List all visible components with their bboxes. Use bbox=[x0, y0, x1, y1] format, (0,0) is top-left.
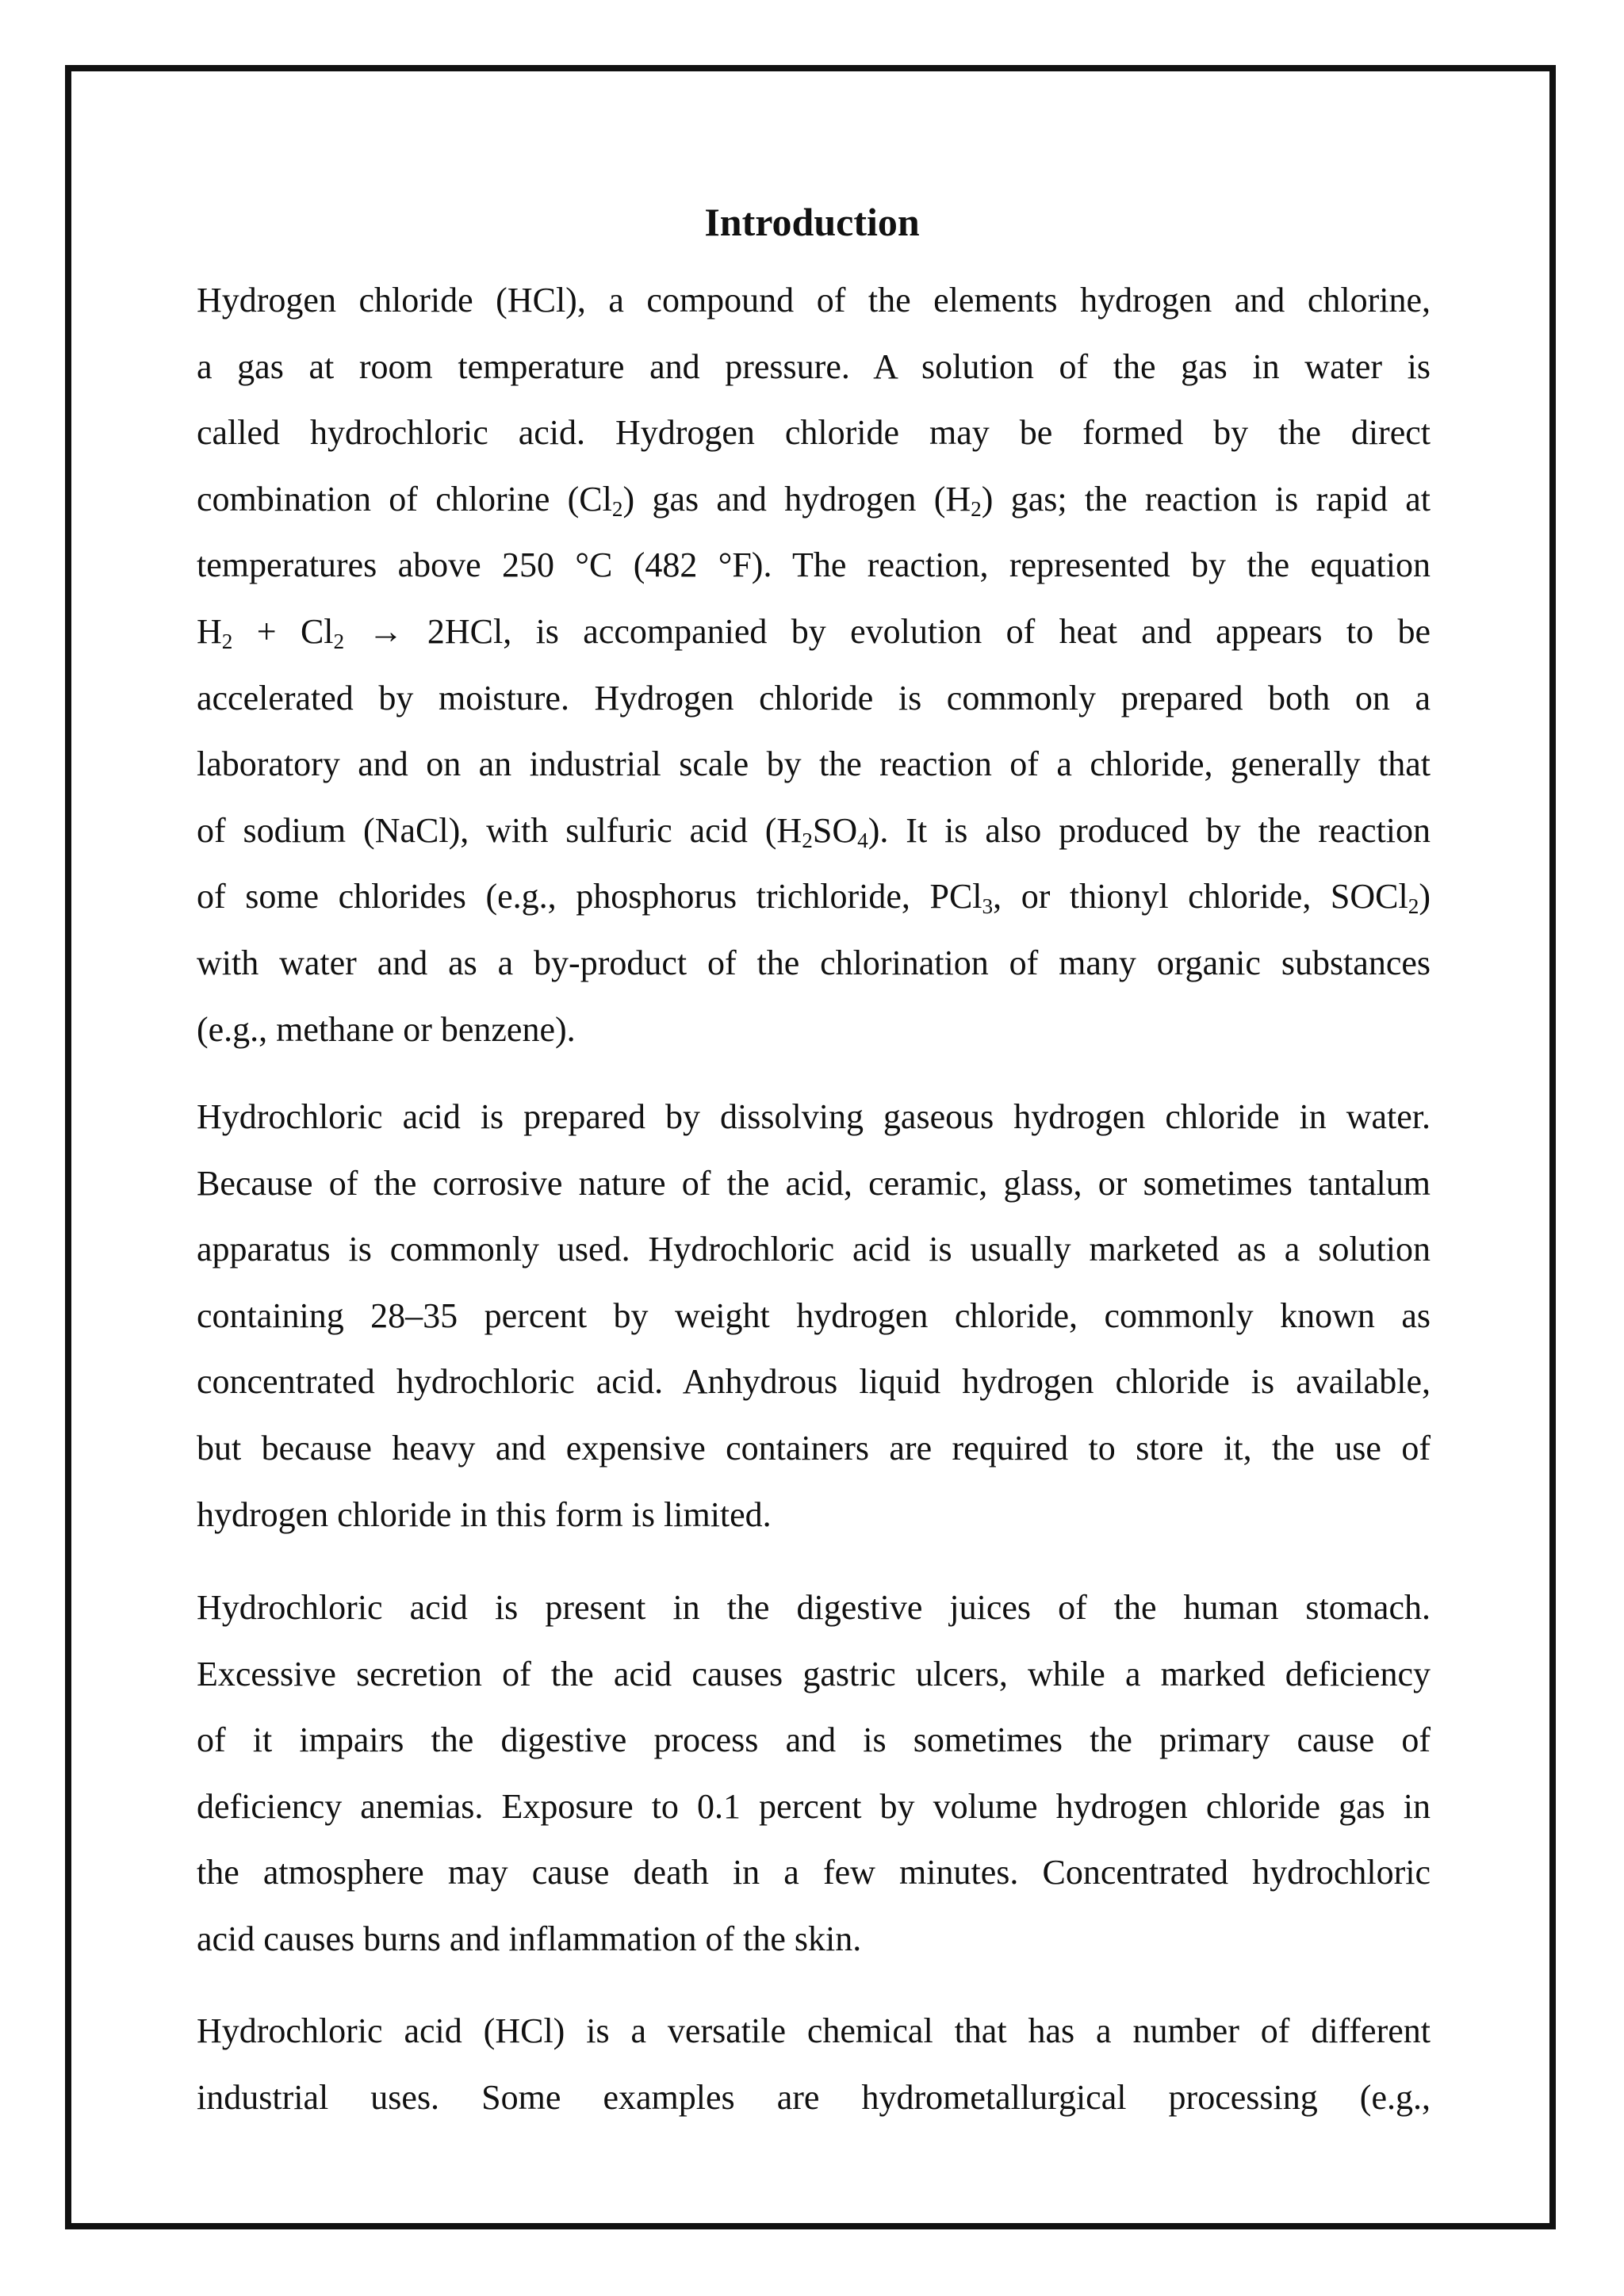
body-text bbox=[197, 1575, 1431, 1973]
text-line: of it impairs the digestive process and is sometimes the primary cause of bbox=[197, 1720, 1431, 1760]
text-line: Excessive secretion of the acid causes gastric ulcers, while a marked deficiency bbox=[197, 1654, 1431, 1693]
text-line: with water and as a by-product of the chlorination of many organic substances bbox=[197, 943, 1431, 982]
text-line: containing 28–35 percent by weight hydrogen chloride, commonly known as bbox=[197, 1295, 1431, 1335]
text-line: concentrated hydrochloric acid. Anhydrous liquid hydrogen chloride is available, bbox=[197, 1362, 1431, 1402]
text-line: called hydrochloric acid. Hydrogen chloride may be formed by the direct bbox=[197, 413, 1431, 453]
text-line: Hydrochloric acid is prepared by dissolving gaseous hydrogen chloride in water. bbox=[197, 1097, 1431, 1136]
text-line: (e.g., methane or benzene). bbox=[197, 1009, 576, 1049]
body-text bbox=[197, 1084, 1431, 1548]
text-line: industrial uses. Some examples are hydrometallurgical processing (e.g., bbox=[197, 2077, 1431, 2117]
paragraph-1 bbox=[197, 267, 1431, 1062]
text-line: the atmosphere may cause death in a few minutes. Concentrated hydrochloric bbox=[197, 1853, 1431, 1892]
text-line: laboratory and on an industrial scale by the reaction of a chloride, generally that bbox=[197, 744, 1431, 784]
paragraph-3 bbox=[197, 1575, 1431, 1973]
text-line: temperatures above 250 °C (482 °F). The reaction, represented by the equation bbox=[197, 545, 1431, 585]
text-line: accelerated by moisture. Hydrogen chloride is commonly prepared both on a bbox=[197, 678, 1431, 718]
page-title: Introduction bbox=[704, 200, 920, 244]
text-line: deficiency anemias. Exposure to 0.1 percent by volume hydrogen chloride gas in bbox=[197, 1786, 1431, 1826]
text-line: apparatus is commonly used. Hydrochloric acid is usually marketed as a solution bbox=[197, 1230, 1431, 1269]
body-text bbox=[197, 1998, 1431, 2130]
text-line: Hydrogen chloride (HCl), a compound of the elements hydrogen and chlorine, bbox=[197, 281, 1431, 320]
text-line: combination of chlorine $(Cl_2)$ gas and hydrogen $(H_2)$ gas; the reaction is rapid at bbox=[197, 479, 1431, 521]
text-line: of sodium (NaCl), with sulfuric acid $(H_2SO_4)$. It is also produced by the reaction bbox=[197, 810, 1431, 852]
paragraph-2 bbox=[197, 1084, 1431, 1548]
text-line: Hydrochloric acid is present in the digestive juices of the human stomach. bbox=[197, 1588, 1431, 1627]
text-line: but because heavy and expensive containers are required to store it, the use of bbox=[197, 1428, 1431, 1468]
text-line: Hydrochloric acid (HCl) is a versatile chemical that has a number of different bbox=[197, 2011, 1431, 2050]
text-line: $H_2 + Cl_2 \to 2HCl$, is accompanied by evolution of heat and appears to be bbox=[197, 611, 1431, 653]
paragraph-4 bbox=[197, 1998, 1431, 2130]
text-line: acid causes burns and inflammation of the skin. bbox=[197, 1919, 862, 1958]
text-line: Because of the corrosive nature of the acid, ceramic, glass, or sometimes tantalum bbox=[197, 1163, 1431, 1203]
body-text bbox=[197, 267, 1431, 1062]
text-line: hydrogen chloride in this form is limited. bbox=[197, 1494, 772, 1534]
text-line: of some chlorides (e.g., phosphorus trichloride, PCl$_3$, or thionyl chloride, SOCl$_2$) bbox=[197, 877, 1431, 919]
text-line: a gas at room temperature and pressure. A solution of the gas in water is bbox=[197, 346, 1431, 386]
